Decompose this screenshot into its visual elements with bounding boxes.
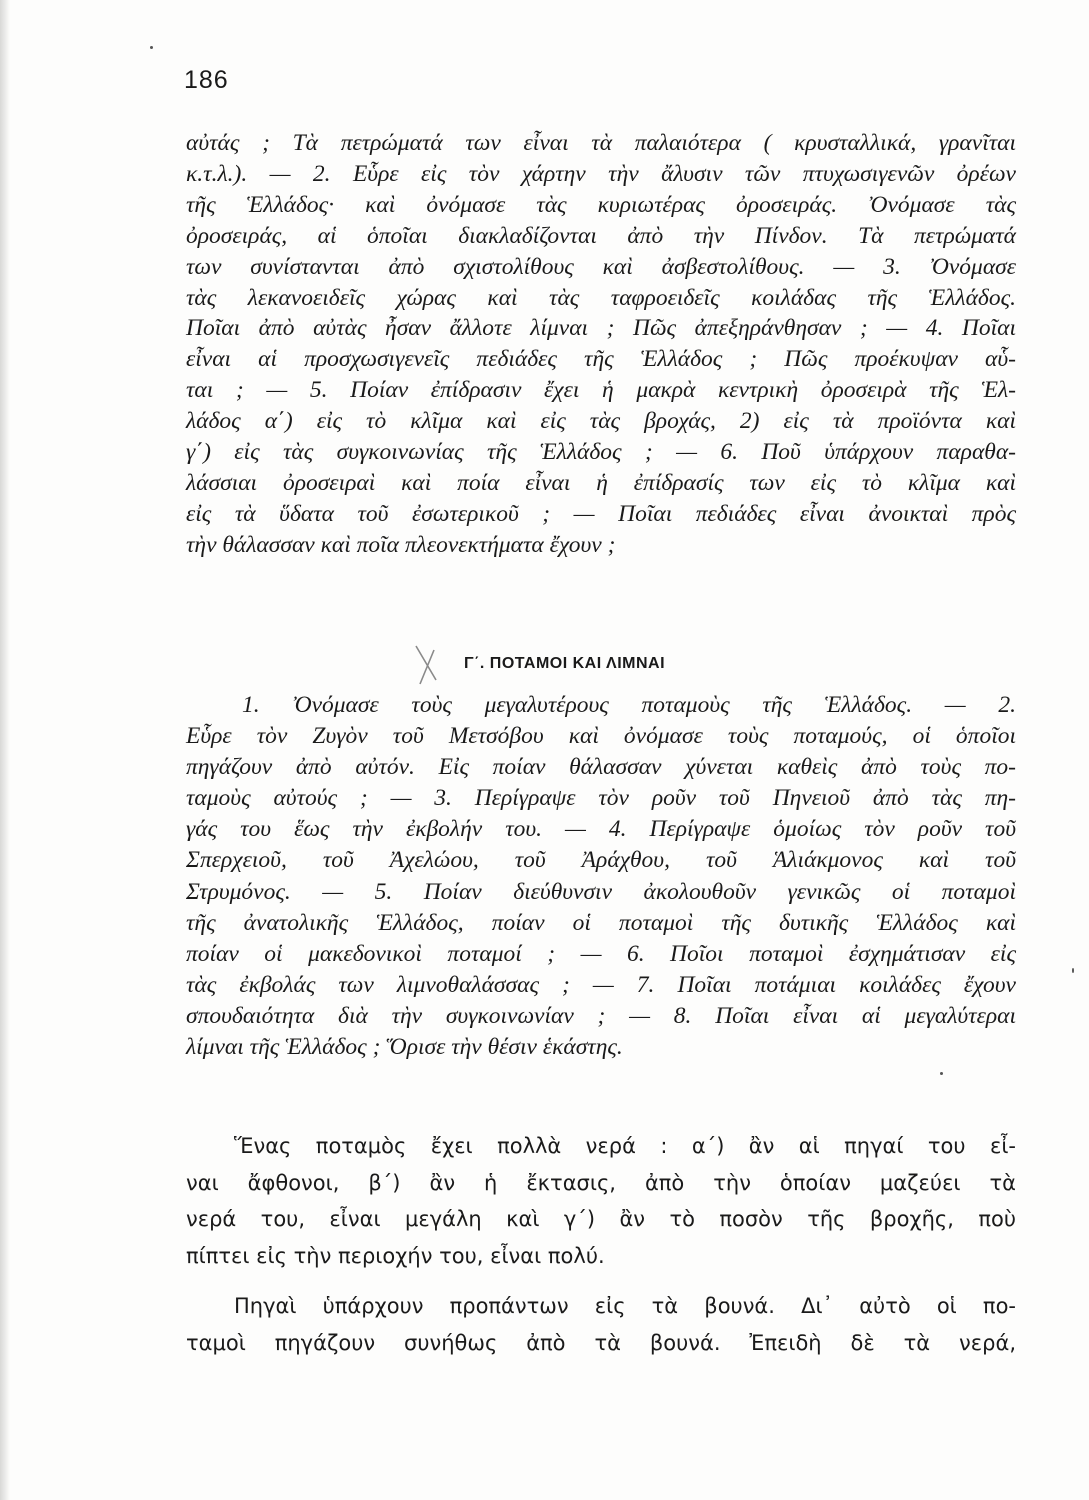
section-heading-text: Γ΄. ΠΟΤΑΜΟΙ ΚΑΙ ΛΙΜΝΑΙ (463, 655, 666, 672)
text-line: νερά του, εἶναι μεγάλη καὶ γ΄) ἂν τὸ ποσὸν τῆς βροχῆς, ποὺ (186, 1207, 1016, 1231)
text-line: εἰς τὰ ὕδατα τοῦ ἐσωτερικοῦ ; — Ποῖαι πεδιάδες εἶναι ἀνοικταὶ πρὸς (186, 500, 1016, 527)
page-number: 186 (184, 66, 229, 94)
text-line: πηγάζουν ἀπὸ αὐτόν. Εἰς ποίαν θάλασσαν χύνεται καθεὶς ἀπὸ τοὺς πο- (186, 754, 1016, 781)
text-line: κ.τ.λ.). — 2. Εὗρε εἰς τὸν χάρτην τὴν ἄλυσιν τῶν πτυχωσιγενῶν ὀρέων (186, 160, 1016, 187)
text-line: τὴν θάλασσαν καὶ ποῖα πλεονεκτήματα ἔχουν ; (186, 531, 616, 558)
text-line: ὀροσειράς, αἱ ὁποῖαι διακλαδίζονται ἀπὸ τὴν Πίνδον. Τὰ πετρώματά (186, 222, 1016, 249)
text-line: 1. Ὀνόμασε τοὺς μεγαλυτέρους ποταμοὺς τῆς Ἑλλάδος. — 2. (242, 692, 1016, 718)
text-line: ται ; — 5. Ποίαν ἐπίδρασιν ἔχει ἡ μακρὰ κεντρικὴ ὀροσειρὰ τῆς Ἑλ- (186, 377, 1016, 404)
text-line: λίμναι τῆς Ἑλλάδος ; Ὅρισε τὴν θέσιν ἑκάστης. (186, 1034, 623, 1061)
text-line: τὰς ἐκβολάς των λιμνοθαλάσσας ; — 7. Ποῖαι ποτάμιαι κοιλάδες ἔχουν (186, 971, 1016, 998)
text-line: Πηγαὶ ὑπάρχουν προπάντων εἰς τὰ βουνά. Δι᾽ αὐτὸ οἱ πο- (234, 1294, 1016, 1318)
exercises-block-top (186, 128, 1016, 561)
paper-speck (940, 1072, 943, 1075)
text-line: τὰς λεκανοειδεῖς χώρας καὶ τὰς ταφροειδεῖς κοιλάδας τῆς Ἑλλάδος. (186, 284, 1016, 311)
text-line: Ποῖαι ἀπὸ αὐτὰς ἦσαν ἄλλοτε λίμναι ; Πῶς ἀπεξηράνθησαν ; — 4. Ποῖαι (186, 315, 1016, 342)
text-line: Σπερχειοῦ, τοῦ Ἀχελώου, τοῦ Ἀράχθου, τοῦ Ἁλιάκμονος καὶ τοῦ (186, 847, 1016, 874)
text-line: εἶναι αἱ προσχωσιγενεῖς πεδιάδες τῆς Ἑλλάδος ; Πῶς προέκυψαν αὗ- (186, 346, 1016, 373)
text-line: Εὗρε τὸν Ζυγὸν τοῦ Μετσόβου καὶ ὀνόμασε τοὺς ποταμούς, οἱ ὁποῖοι (186, 723, 1016, 750)
exercises-block-rivers (186, 690, 1016, 1063)
paper-speck (1072, 968, 1074, 973)
text-line: των συνίστανται ἀπὸ σχιστολίθους καὶ ἀσβεστολίθους. — 3. Ὀνόμασε (186, 253, 1016, 280)
text-line: λάσσιαι ὀροσειραὶ καὶ ποία εἶναι ἡ ἐπίδρασίς των εἰς τὸ κλῖμα καὶ (186, 469, 1016, 496)
text-line: γ΄) εἰς τὰς συγκοινωνίας τῆς Ἑλλάδος ; — 6. Ποῦ ὑπάρχουν παραθα- (186, 439, 1016, 466)
text-line: ποίαν οἱ μακεδονικοὶ ποταμοί ; — 6. Ποῖοι ποταμοὶ ἐσχημάτισαν εἰς (186, 940, 1016, 967)
body-text (186, 1128, 1016, 1361)
section-heading (0, 655, 1089, 673)
text-line: σπουδαιότητα διὰ τὴν συγκοινωνίαν ; — 8. Ποῖαι εἶναι αἱ μεγαλύτεραι (186, 1002, 1016, 1029)
text-line: πίπτει εἰς τὴν περιοχήν του, εἶναι πολύ. (186, 1243, 605, 1268)
text-line: γάς του ἕως τὴν ἐκβολήν του. — 4. Περίγραψε ὁμοίως τὸν ροῦν τοῦ (186, 816, 1016, 843)
text-line: Ἕνας ποταμὸς ἔχει πολλὰ νερά : α΄) ἂν αἱ πηγαί του εἶ- (234, 1134, 1016, 1158)
text-line: Στρυμόνος. — 5. Ποίαν διεύθυνσιν ἀκολουθοῦν γενικῶς οἱ ποταμοὶ (186, 878, 1016, 905)
text-line: ταμοὺς αὐτούς ; — 3. Περίγραψε τὸν ροῦν τοῦ Πηνειοῦ ἀπὸ τὰς πη- (186, 785, 1016, 812)
text-line: τῆς ἀνατολικῆς Ἑλλάδος, ποίαν οἱ ποταμοὶ τῆς δυτικῆς Ἑλλάδος καὶ (186, 909, 1016, 936)
text-line: ταμοὶ πηγάζουν συνήθως ἀπὸ τὰ βουνά. Ἐπειδὴ δὲ τὰ νερά, (186, 1330, 1016, 1355)
text-line: λάδος α΄) εἰς τὸ κλῖμα καὶ εἰς τὰς βροχάς, 2) εἰς τὰ προϊόντα καὶ (186, 408, 1016, 435)
paper-speck (150, 46, 153, 49)
page-spine-shadow (0, 0, 10, 1500)
text-line: αὐτάς ; Τὰ πετρώματά των εἶναι τὰ παλαιότερα ( κρυσταλλικά, γρανῖται (186, 130, 1016, 156)
paragraph-gap (186, 1274, 1016, 1288)
text-line: τῆς Ἑλλάδος· καὶ ὀνόμασε τὰς κυριωτέρας ὀροσειράς. Ὀνόμασε τὰς (186, 191, 1016, 218)
text-line: ναι ἄφθονοι, β΄) ἂν ἡ ἔκτασις, ἀπὸ τὴν ὁποίαν μαζεύει τὰ (186, 1170, 1016, 1195)
